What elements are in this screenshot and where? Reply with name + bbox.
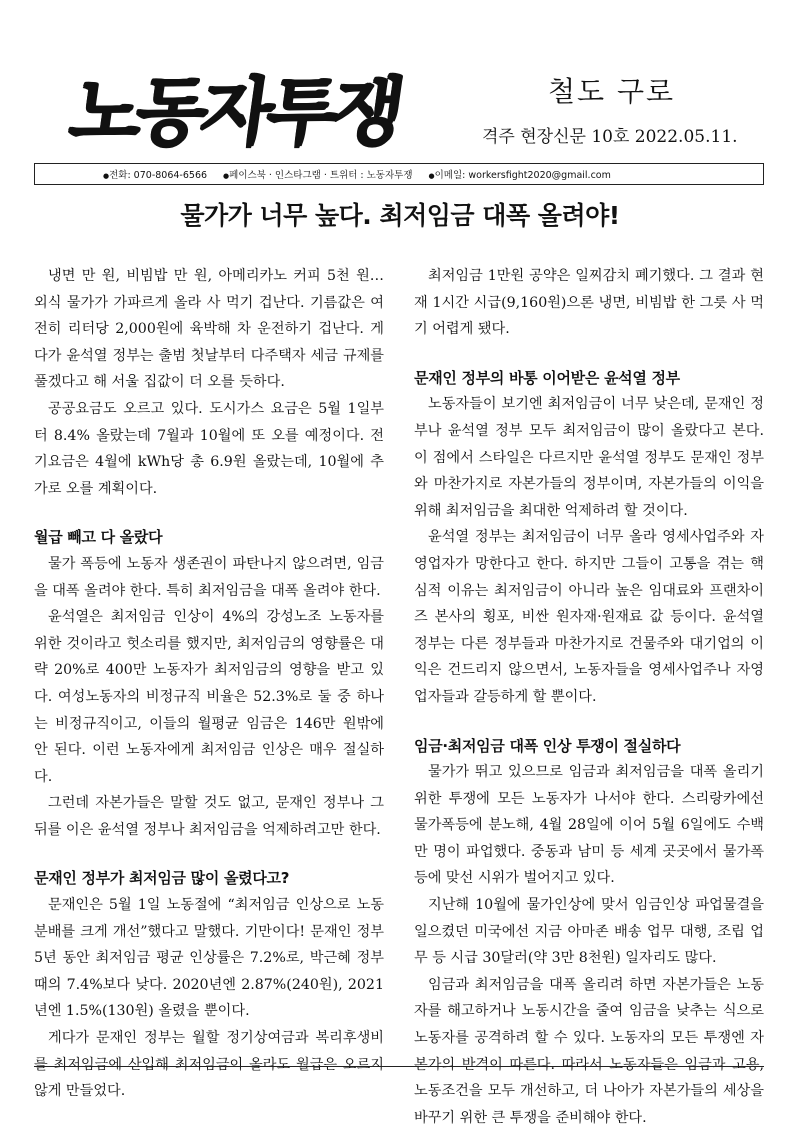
contact-phone: ● 전화: 070-8064-6566 [103,167,207,181]
main-headline: 물가가 너무 높다. 최저임금 대폭 올려야! [180,201,620,230]
newspaper-title: 노동자투쟁 [63,69,404,155]
paragraph: 임금과 최저임금을 대폭 올리려 하면 자본가들은 노동자를 해고하거나 노동시간을 줄여 임금을 낮추는 식으로 노동자를 공격하려 할 수 있다. 노동자의 모든 투쟁엔 자본가의 반격이 따른다. 따라서 노동자들은 임금과 고용, 노동조건을 모두 개선하고, 더 나아가 자본가들의 세상을 바꾸기 위한 큰 투쟁을 준비해야 한다. [414,976,764,1126]
contact-email: ● 이메일: workersfight2020@gmail.com [429,167,611,181]
paragraph: 윤석열 정부는 최저임금이 너무 올라 영세사업주와 자영업자가 망한다고 한다. 하지만 그들이 고통을 겪는 핵심적 이유는 최저임금이 아니라 높은 임대료와 프랜차이즈 본사의 횡포, 비싼 원자재·원재료 값 등이다. 윤석열 정부는 다른 정부들과 마찬가지로 건물주와 대기업의 이익은 건드리지 않으면서, 노동자들을 영세사업주나 자영업자들과 갈등하게 할 뿐이다. [414,529,764,705]
paragraph: 공공요금도 오르고 있다. 도시가스 요금은 5월 1일부터 8.4% 올랐는데 7월과 10월에 또 오를 예정이다. 전기요금은 4월에 kWh당 총 6.9원 올랐는데, 10월에 추가로 오를 계획이다. [34,400,384,497]
contact-sns: ● 페이스북 · 인스타그램 · 트위터 : 노동자투쟁 [223,167,412,181]
paragraph: 윤석열은 최저임금 인상이 4%의 강성노조 노동자를 위한 것이라고 헛소리를 했지만, 최저임금의 영향률은 대략 20%로 400만 노동자가 최저임금의 영향을 받고 있다. 여성노동자의 비정규직 비율은 52.3%로 둘 중 하나는 비정규직이고, 이들의 월평균 임금은 146만 원밖에 안 된다. 이런 노동자에게 최저임금 인상은 매우 절실하다. [34,609,384,785]
paragraph: 물가가 뛰고 있으므로 임금과 최저임금을 대폭 올리기 위한 투쟁에 모든 노동자가 나서야 한다. 스리랑카에선 물가폭등에 분노해, 4월 28일에 이어 5월 6일에도 수백만 명이 파업했다. 중동과 남미 등 세계 곳곳에서 물가폭등에 맞선 시위가 벌어지고 있다. [414,764,764,887]
paragraph: 물가 폭등에 노동자 생존권이 파탄나지 않으려면, 임금을 대폭 올려야 한다. 특히 최저임금을 대폭 올려야 한다. [34,555,384,599]
contact-bar [34,163,764,185]
section-heading: 문재인 정부의 바통 이어받은 윤석열 정부 [414,368,680,387]
paragraph: 게다가 문재인 정부는 월할 정기상여금과 복리후생비를 최저임금에 산입해 최저임금이 올라도 월급은 오르지 않게 만들었다. [34,1030,384,1100]
section-heading: 임금·최저임금 대폭 인상 투쟁이 절실하다 [414,736,681,755]
paragraph: 최저임금 1만원 공약은 일찌감치 폐기했다. 그 결과 현재 1시간 시급(9,160원)으론 냉면, 비빔밥 한 그릇 사 먹기 어렵게 됐다. [414,268,764,338]
right-column [414,263,764,1131]
paragraph: 문재인은 5월 1일 노동절에 “최저임금 인상으로 노동분배를 크게 개선”했다고 말했다. 기만이다! 문재인 정부 5년 동안 최저임금 평균 인상률은 7.2%로, 박근혜 정부 때의 7.4%보다 낮다. 2020년엔 2.87%(240원), 2021년엔 1.5%(130원) 올렸을 뿐이다. [34,897,384,1020]
masthead-logo [63,62,430,162]
edition-name: 철도 구로 [548,75,676,108]
left-column [34,263,384,1105]
paragraph: 그런데 자본가들은 말할 것도 없고, 문재인 정부나 그 뒤를 이은 윤석열 정부나 최저임금을 억제하려고만 한다. [34,795,384,838]
paragraph: 지난해 10월에 물가인상에 맞서 임금인상 파업물결을 일으켰던 미국에선 지금 아마존 배송 업무 대행, 조립 업무 등 시급 30달러(약 3만 8천원) 일자리도 많다. [414,897,764,967]
paragraph: 노동자들이 보기엔 최저임금이 너무 낮은데, 문재인 정부나 윤석열 정부 모두 최저임금이 많이 올랐다고 본다. 이 점에서 스타일은 다르지만 윤석열 정부도 문재인 정부와 마찬가지로 자본가들의 정부이며, 자본가들의 이익을 위해 최저임금을 최대한 억제하려 할 것이다. [414,396,764,519]
section-heading: 월급 빼고 다 올랐다 [34,528,163,547]
section-heading: 문재인 정부가 최저임금 많이 올렸다고? [34,869,290,888]
bottom-divider [34,1066,764,1067]
paragraph: 냉면 만 원, 비빔밥 만 원, 아메리카노 커피 5천 원… 외식 물가가 가파르게 올라 사 먹기 겁난다. 기름값은 여전히 리터당 2,000원에 육박해 차 운전하기 겁난다. 게다가 윤석열 정부는 출범 첫날부터 다주택자 세금 규제를 풀겠다고 해 서울 집값이 더 오를 듯하다. [34,268,384,391]
issue-info: 격주 현장신문 10호 2022.05.11. [482,127,738,147]
